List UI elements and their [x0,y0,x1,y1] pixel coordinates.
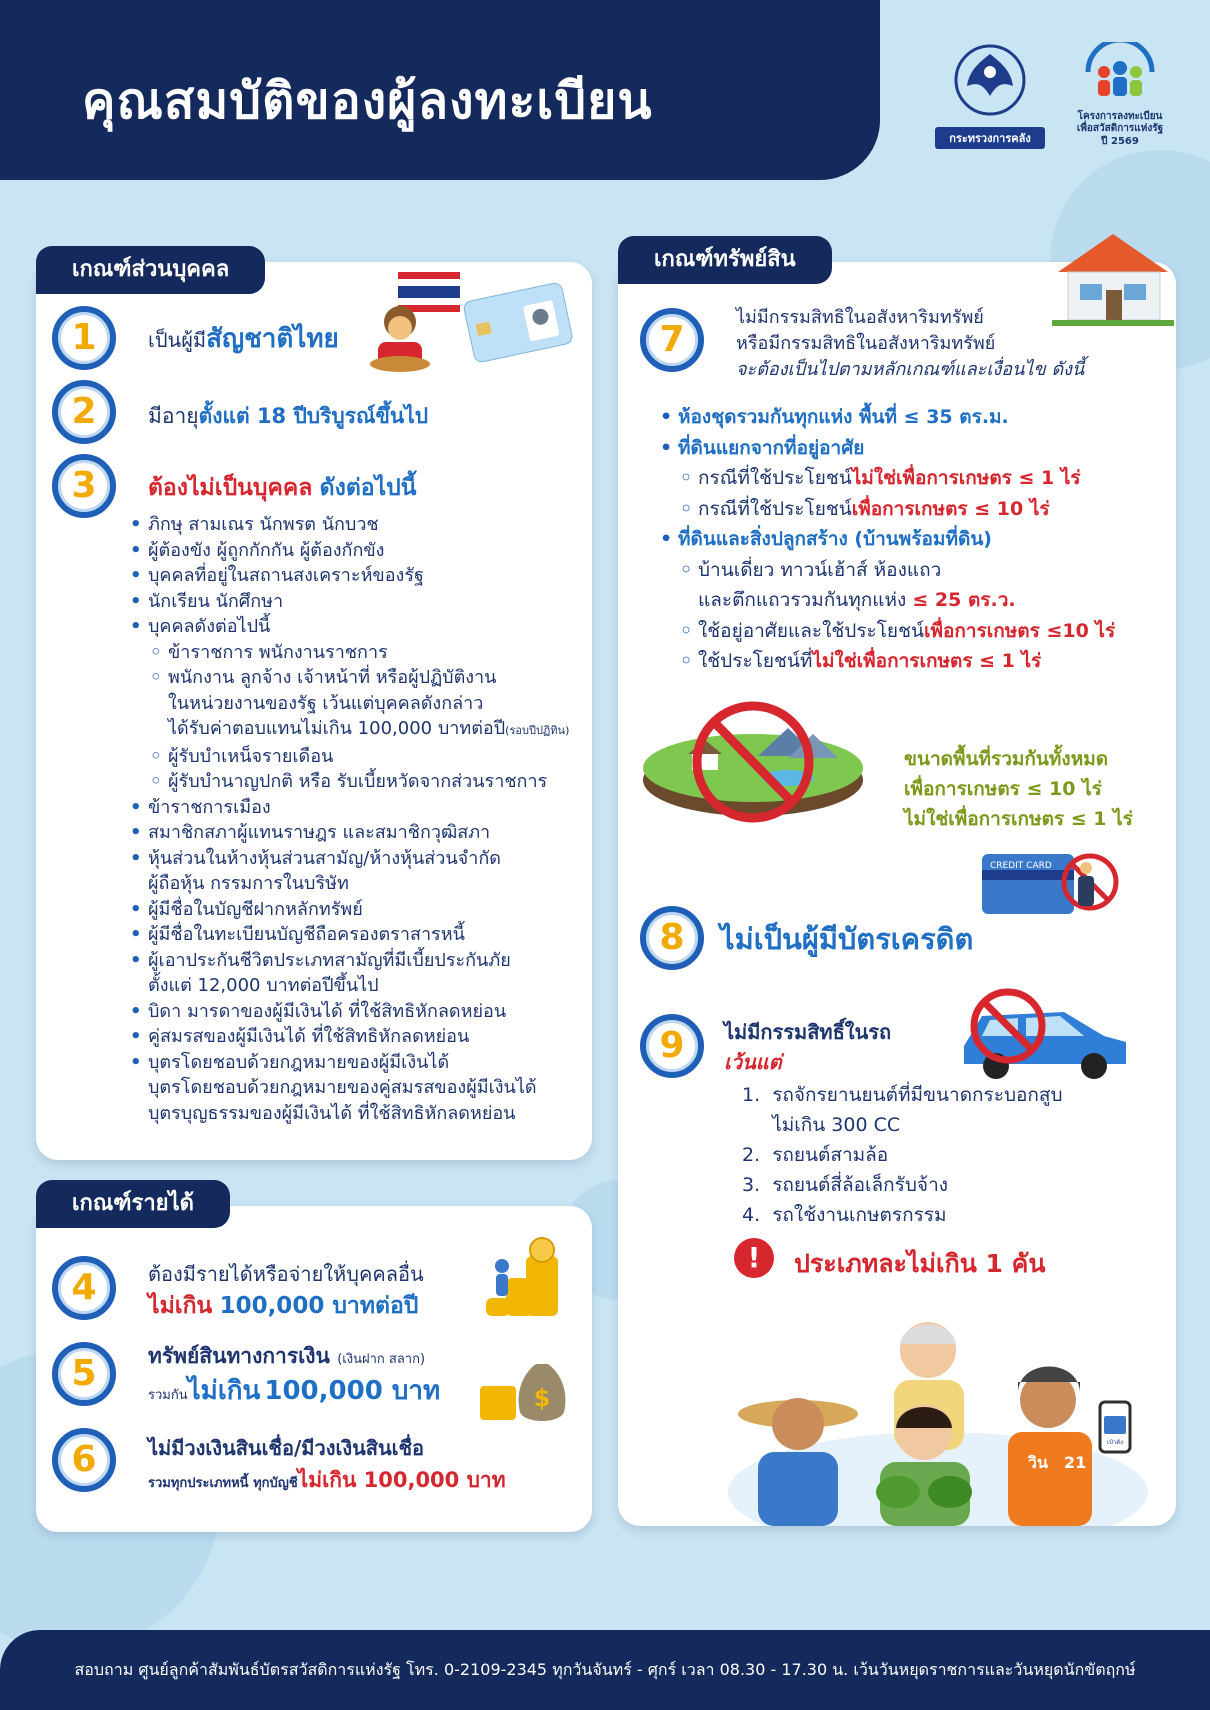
vehicle-exception-3: 3. รถยนต์สี่ล้อเล็กรับจ้าง [742,1174,949,1196]
list-item-cont: บุตรโดยชอบด้วยกฎหมายของคู่สมรสของผู้มีเงินได้ [148,1077,537,1098]
vehicle-limit-warning: ประเภทละไม่เกิน 1 คัน [794,1249,1046,1278]
item-6-line1: ไม่มีวงเงินสินเชื่อ/มีวงเงินสินเชื่อ [148,1436,425,1460]
house3-red: ไม่ใช่เพื่อการเกษตร ≤ 1 ไร่ [812,650,1042,672]
item-5-line1 [148,1340,425,1373]
item-2-pre: มีอายุ [148,404,199,428]
list-subitem: ◦ พนักงาน ลูกจ้าง เจ้าหน้าที่ หรือผู้ปฏิบัติงาน [128,665,569,691]
total-area-line2: เพื่อการเกษตร ≤ 10 ไร่ [904,778,1102,800]
item-3-text [148,470,416,506]
house2-red: เพื่อการเกษตร ≤10 ไร่ [923,619,1116,642]
number-badge-6: 6 [52,1428,116,1492]
item-1-pre: เป็นผู้มี [148,328,207,352]
people-illustration [728,1292,1148,1526]
list-item: • หุ้นส่วนในห้างหุ้นส่วนสามัญ/ห้างหุ้นส่วนจำกัด [128,846,569,872]
car-icon [954,986,1134,1082]
number-badge-9: 9 [640,1014,704,1078]
list-item: • สมาชิกสภาผู้แทนราษฎร และสมาชิกวุฒิสภา [128,820,569,846]
item-4-red: ไม่เกิน [148,1293,213,1319]
item-6-line2 [148,1464,506,1497]
number-badge-5: 5 [52,1342,116,1406]
list-item: • บุคคลดังต่อไปนี้ [128,614,569,640]
item-2-text [148,400,428,433]
list-subitem-house2 [658,616,1115,647]
income-card [36,1206,592,1532]
item-1-highlight: สัญชาติไทย [206,324,339,354]
project-line3: ปี 2569 [1101,135,1139,147]
list-subitem: ◦ ข้าราชการ พนักงานราชการ [128,640,569,666]
land-head: ที่ดินแยกจากที่อยู่อาศัย [678,436,865,459]
number-badge-4: 4 [52,1256,116,1320]
project-logo [1065,42,1175,148]
ministry-caption: กระทรวงการคลัง [935,127,1045,149]
item-5-red: ไม่เกิน [187,1376,261,1406]
item-7-line3: จะต้องเป็นไปตามหลักเกณฑ์และเงื่อนไข ดังนี้ [736,359,1085,380]
list-item-cont: ผู้ถือหุ้น กรรมการในบริษัท [148,873,349,894]
item-8-text: ไม่เป็นผู้มีบัตรเครดิต [720,922,974,956]
svg-text:$: $ [533,1384,551,1412]
page-title: คุณสมบัติของผู้ลงทะเบียน [82,72,653,130]
item-7-line1: ไม่มีกรรมสิทธิในอสังหาริมทรัพย์ [736,307,984,328]
number-badge-8: 8 [640,906,704,970]
item-9-except: เว้นแต่ [724,1050,782,1074]
credit-card-icon [978,848,1128,938]
list-subitem-house1: ◦ บ้านเดี่ยว ทาวน์เฮ้าส์ ห้องแถว [658,555,1115,586]
vest-number: 21 [1064,1453,1087,1472]
list-subitem-house3 [658,646,1115,677]
list-subitem-land1 [658,463,1115,494]
item-7-line2: หรือมีกรรมสิทธิในอสังหาริมทรัพย์ [736,333,996,354]
calendar-year-note: (รอบปีปฏิทิน) [505,724,570,737]
number-badge-1: 1 [52,306,116,370]
item-2-highlight: ตั้งแต่ 18 ปีบริบูรณ์ขึ้นไป [198,404,429,428]
list-item: • ข้าราชการเมือง [128,795,569,821]
excluded-persons-list [128,512,569,1126]
land1-pre: กรณีที่ใช้ประโยชน์ [698,467,852,489]
vehicle-exception-2: 2. รถยนต์สามล้อ [742,1144,889,1166]
item-4-line1: ต้องมีรายได้หรือจ่ายให้บุคคลอื่น [148,1262,424,1286]
project-line1: โครงการลงทะเบียน [1077,110,1163,122]
item-5-line2 [148,1370,440,1411]
list-item-house [658,524,1115,555]
warning-icon: ! [734,1238,774,1278]
vest-text: วิน [1028,1453,1048,1472]
list-item: • ผู้มีชื่อในทะเบียนบัญชีถือครองตราสารหนี้ [128,922,569,948]
item-5-title: ทรัพย์สินทางการเงิน [148,1344,330,1368]
tab-assets: เกณฑ์ทรัพย์สิน [618,236,832,284]
list-subitem-house1-cont [658,585,1115,616]
item-5-note: (เงินฝาก สลาก) [337,1352,426,1367]
list-item: • คู่สมรสของผู้มีเงินได้ ที่ใช้สิทธิหักลดหย่อน [128,1024,569,1050]
real-estate-criteria-list [658,402,1115,677]
footer-contact: สอบถาม ศูนย์ลูกค้าสัมพันธ์บัตรสวัสดิการแห่งรัฐ โทร. 0-2109-2345 ทุกวันจันทร์ - ศุกร์ เวลา 08.30 - 17.30 น. เว้นวันหยุดราชการและวันหยุดนักขัตฤกษ์ [0,1630,1210,1710]
item-5-blue: 100,000 บาท [264,1376,441,1406]
credit-card-label: CREDIT CARD [990,861,1052,871]
list-item-cont: ตั้งแต่ 12,000 บาทต่อปีขึ้นไป [148,975,379,996]
item-6-red: ไม่เกิน 100,000 บาท [297,1468,506,1492]
tab-personal: เกณฑ์ส่วนบุคคล [36,246,265,294]
list-subitem-land2 [658,494,1115,525]
list-item: • ผู้เอาประกันชีวิตประเภทสามัญที่มีเบี้ยประกันภัย [128,948,569,974]
number-badge-7: 7 [640,308,704,372]
list-subitem-cont: ในหน่วยงานของรัฐ เว้นแต่บุคคลดังกล่าว [168,692,484,714]
number-badge-2: 2 [52,380,116,444]
coin-stack-illustration [466,1236,566,1326]
list-item-land [658,433,1115,464]
list-item: • ภิกษุ สามเณร นักพรต นักบวช [128,512,569,538]
list-item: • บิดา มารดาของผู้มีเงินได้ ที่ใช้สิทธิหักลดหย่อน [128,999,569,1025]
project-line2: เพื่อสวัสดิการแห่งรัฐ [1076,123,1164,134]
house1b-text: และตึกแถวรวมกันทุกแห่ง [698,589,907,611]
item-1-text [148,318,339,359]
garuda-seal-icon [947,42,1033,120]
list-item: • บุคคลที่อยู่ในสถานสงเคราะห์ของรัฐ [128,563,569,589]
people-icon [1080,42,1160,102]
land2-pre: กรณีที่ใช้ประโยชน์ [698,497,852,520]
land1-red: ไม่ใช่เพื่อการเกษตร ≤ 1 ไร่ [851,467,1081,489]
list-item-condo [658,402,1115,433]
list-item: • นักเรียน นักศึกษา [128,589,569,615]
header-banner [0,0,880,180]
list-item: • ผู้มีชื่อในบัญชีฝากหลักทรัพย์ [128,897,569,923]
list-subitem: ◦ ผู้รับบำนาญปกติ หรือ รับเบี้ยหวัดจากส่วนราชการ [128,769,569,795]
item-3-blue: ดังต่อไปนี้ [319,475,417,501]
item-9-line1: ไม่มีกรรมสิทธิ์ในรถ [724,1020,892,1044]
house1b-red: ≤ 25 ตร.ว. [912,589,1016,611]
assets-card [618,262,1176,1526]
house-head: ที่ดินและสิ่งปลูกสร้าง (บ้านพร้อมที่ดิน) [678,528,992,550]
number-badge-3: 3 [52,454,116,518]
list-item: • ผู้ต้องขัง ผู้ถูกกักกัน ผู้ต้องกักขัง [128,538,569,564]
item-4-blue: 100,000 บาทต่อปี [219,1293,419,1319]
list-subitem-cont-text: ได้รับค่าตอบแทนไม่เกิน 100,000 บาทต่อปี [168,718,506,739]
personal-card [36,262,592,1160]
item-3-red: ต้องไม่เป็นบุคคล [148,475,313,501]
vehicle-exception-1: 1. รถจักรยานยนต์ที่มีขนาดกระบอกสูบ [742,1084,1063,1106]
list-subitem-cont [128,716,569,744]
tab-income: เกณฑ์รายได้ [36,1180,230,1228]
item-5-pre: รวมกัน [148,1388,188,1403]
vehicle-exception-1-cont: ไม่เกิน 300 CC [742,1114,901,1136]
house2-pre: ใช้อยู่อาศัยและใช้ประโยชน์ [698,619,924,642]
vehicle-exceptions-list [742,1080,1063,1230]
house-icon [1048,228,1178,328]
house3-pre: ใช้ประโยชน์ที่ [698,650,813,672]
money-bag-icon [476,1346,576,1426]
item-4-line2 [148,1288,418,1324]
condo-text: ห้องชุดรวมกันทุกแห่ง พื้นที่ ≤ 35 ตร.ม. [678,406,1009,428]
list-subitem: ◦ ผู้รับบำเหน็จรายเดือน [128,744,569,770]
total-area-line3: ไม่ใช่เพื่อการเกษตร ≤ 1 ไร่ [904,808,1133,830]
no-land-illustration [638,698,868,828]
vehicle-exception-4: 4. รถใช้งานเกษตรกรรม [742,1204,947,1226]
total-area-line1: ขนาดพื้นที่รวมกันทั้งหมด [904,748,1109,770]
list-item-cont: บุตรบุญธรรมของผู้มีเงินได้ ที่ใช้สิทธิหักลดหย่อน [148,1102,516,1124]
phone-label: เป๋าตัง [1106,1439,1124,1446]
land2-red: เพื่อการเกษตร ≤ 10 ไร่ [851,497,1050,520]
ministry-logo [935,42,1045,149]
list-item: • บุตรโดยชอบด้วยกฎหมายของผู้มีเงินได้ [128,1050,569,1076]
item-6-pre: รวมทุกประเภทหนี้ ทุกบัญชี [148,1476,298,1491]
thai-id-card-illustration [356,272,576,372]
